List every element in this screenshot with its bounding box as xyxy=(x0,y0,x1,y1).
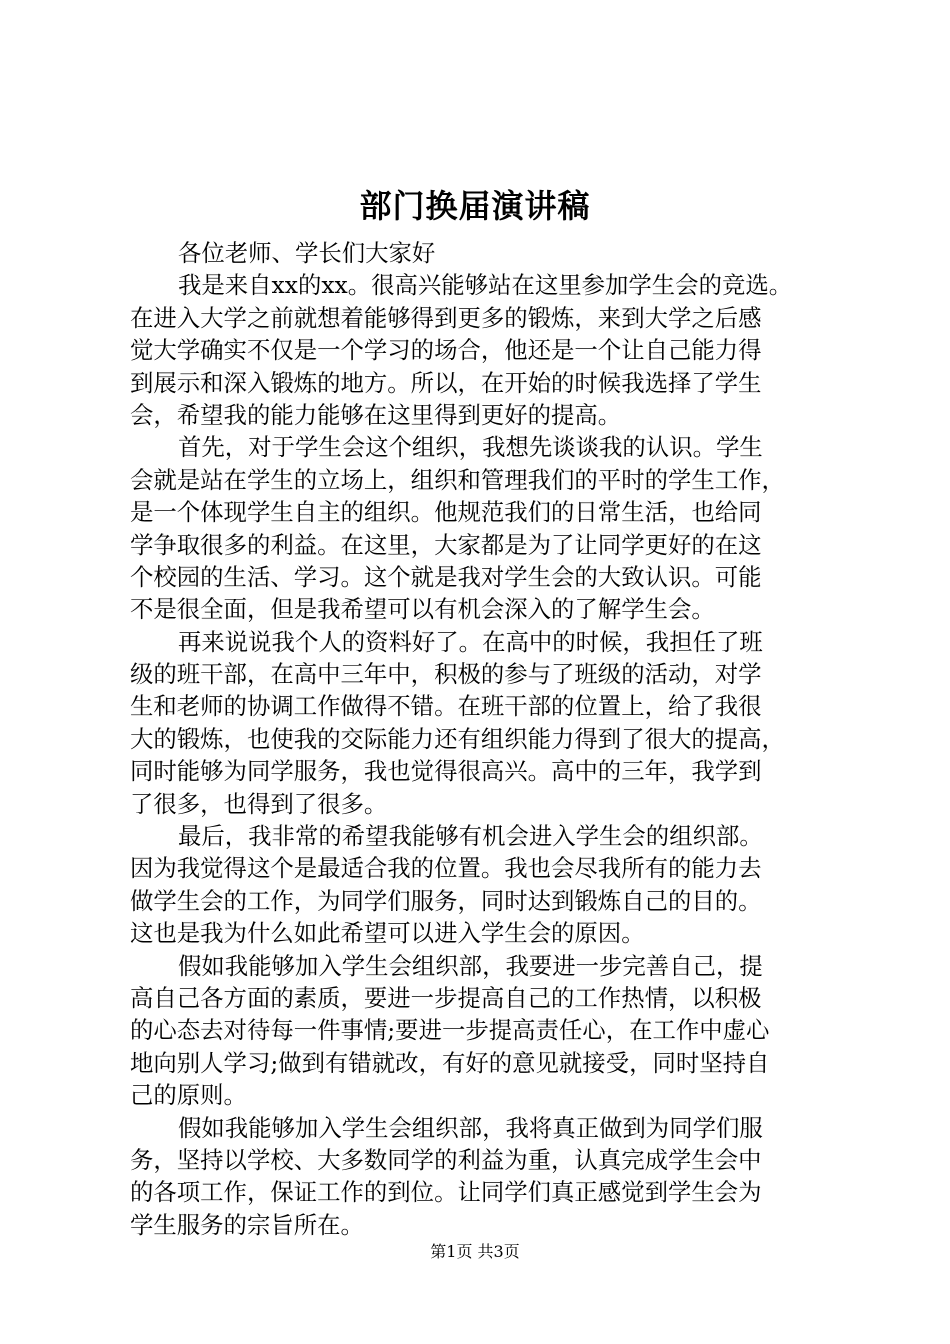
page-footer: 第1页 共3页 xyxy=(430,1242,520,1261)
body-line: 的各项工作，保证工作的到位。让同学们真正感觉到学生会为 xyxy=(130,1178,762,1207)
body-line: 首先，对于学生会这个组织，我想先谈谈我的认识。学生 xyxy=(178,433,763,462)
body-line: 了很多，也得到了很多。 xyxy=(130,789,388,818)
body-line: 同时能够为同学服务，我也觉得很高兴。高中的三年，我学到 xyxy=(130,757,762,786)
body-line: 到展示和深入锻炼的地方。所以，在开始的时候我选择了学生 xyxy=(130,368,762,397)
body-line: 这也是我为什么如此希望可以进入学生会的原因。 xyxy=(130,919,645,948)
body-line: 假如我能够加入学生会组织部，我将真正做到为同学们服 xyxy=(178,1113,763,1142)
body-line: 大的锻炼，也使我的交际能力还有组织能力得到了很大的提高， xyxy=(130,724,785,753)
body-line: 会就是站在学生的立场上，组织和管理我们的平时的学生工作， xyxy=(130,465,785,494)
body-line: 各位老师、学长们大家好 xyxy=(178,239,436,267)
body-line: 不是很全面，但是我希望可以有机会深入的了解学生会。 xyxy=(130,595,715,624)
body-line: 务，坚持以学校、大多数同学的利益为重，认真完成学生会中 xyxy=(130,1145,762,1174)
document-body xyxy=(130,237,830,1241)
body-line: 假如我能够加入学生会组织部，我要进一步完善自己，提 xyxy=(178,951,763,980)
body-line: 是一个体现学生自主的组织。他规范我们的日常生活，也给同 xyxy=(130,498,762,527)
body-line: 会，希望我的能力能够在这里得到更好的提高。 xyxy=(130,400,622,429)
body-line: 的心态去对待每一件事情;要进一步提高责任心，在工作中虚心 xyxy=(130,1016,770,1045)
body-line: 在进入大学之前就想着能够得到更多的锻炼，来到大学之后感 xyxy=(130,303,762,332)
body-line: 学争取很多的利益。在这里，大家都是为了让同学更好的在这 xyxy=(130,530,762,559)
body-line: 学生服务的宗旨所在。 xyxy=(130,1210,364,1239)
body-line: 个校园的生活、学习。这个就是我对学生会的大致认识。可能 xyxy=(130,562,762,591)
body-line: 再来说说我个人的资料好了。在高中的时候，我担任了班 xyxy=(178,627,763,656)
body-line: 生和老师的协调工作做得不错。在班干部的位置上，给了我很 xyxy=(130,692,762,721)
document-title: 部门换届演讲稿 xyxy=(359,187,591,225)
body-line: 做学生会的工作，为同学们服务，同时达到锻炼自己的目的。 xyxy=(130,886,762,915)
body-line: 觉大学确实不仅是一个学习的场合，他还是一个让自己能力得 xyxy=(130,336,762,365)
body-line: 己的原则。 xyxy=(130,1081,247,1110)
body-line: 因为我觉得这个是最适合我的位置。我也会尽我所有的能力去 xyxy=(130,854,762,883)
body-line: 最后，我非常的希望我能够有机会进入学生会的组织部。 xyxy=(178,822,763,851)
body-line: 我是来自xx的xx。很高兴能够站在这里参加学生会的竞选。 xyxy=(178,271,793,300)
body-line: 高自己各方面的素质，要进一步提高自己的工作热情，以积极 xyxy=(130,983,762,1012)
body-line: 级的班干部，在高中三年中，积极的参与了班级的活动，对学 xyxy=(130,660,762,689)
body-line: 地向别人学习;做到有错就改，有好的意见就接受，同时坚持自 xyxy=(130,1048,770,1077)
